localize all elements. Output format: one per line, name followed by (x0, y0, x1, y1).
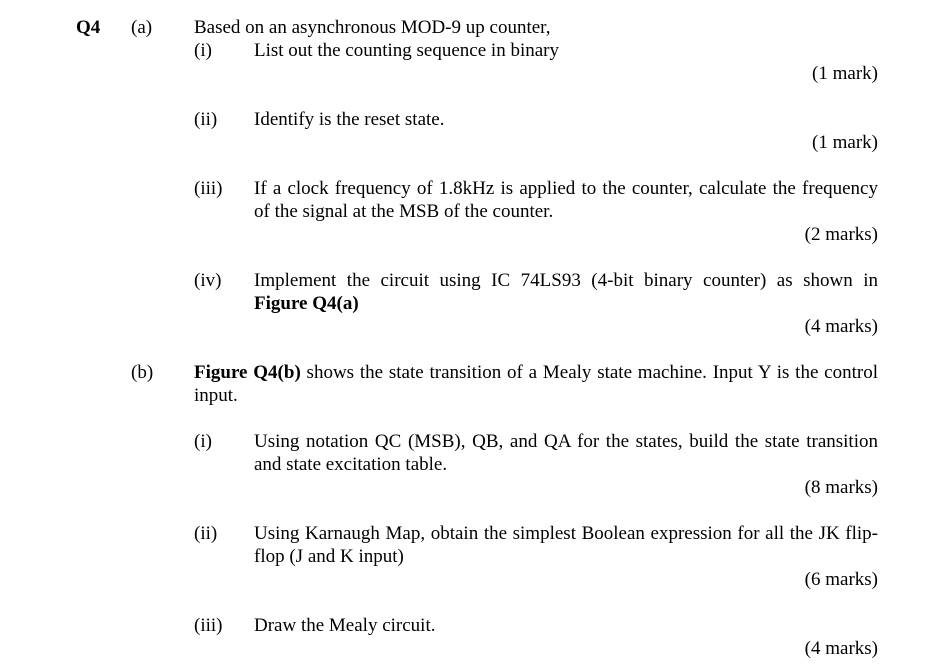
part-b-i-text: Using notation QC (MSB), QB, and QA for the states, build the state transition and state excitation table. (254, 431, 878, 475)
part-b-ii-text: Using Karnaugh Map, obtain the simplest Boolean expression for all the JK flip-flop (J and K input) (254, 523, 878, 567)
part-b-figure-ref: Figure Q4(b) (194, 362, 301, 383)
part-a-iii-label: (iii) (194, 178, 223, 199)
part-b-intro-text: shows the state transition of a Mealy state machine. Input Y is the control input. (194, 362, 878, 406)
part-a-i-marks: (1 mark) (812, 63, 878, 84)
part-a-iv-text: Implement the circuit using IC 74LS93 (4-bit binary counter) as shown in (254, 270, 878, 291)
part-b-iii-marks: (4 marks) (804, 638, 878, 659)
part-b-ii-marks: (6 marks) (804, 569, 878, 590)
part-a-ii-text: Identify is the reset state. (254, 109, 445, 130)
part-a-i-text: List out the counting sequence in binary (254, 40, 559, 61)
part-a-intro: Based on an asynchronous MOD-9 up counter, (194, 17, 551, 38)
part-b-label: (b) (131, 362, 154, 383)
part-a-ii-marks: (1 mark) (812, 132, 878, 153)
question-number: Q4 (76, 17, 101, 38)
part-b-intro (194, 361, 878, 407)
part-b-iii-label: (iii) (194, 615, 223, 636)
part-a-iii-marks: (2 marks) (804, 224, 878, 245)
part-a-iv-marks: (4 marks) (804, 316, 878, 337)
part-a-iv-label: (iv) (194, 270, 222, 291)
part-b-i-label: (i) (194, 431, 212, 452)
part-a-ii-label: (ii) (194, 109, 218, 130)
part-b-ii-label: (ii) (194, 523, 218, 544)
part-a-label: (a) (131, 17, 153, 38)
part-a-i-label: (i) (194, 40, 212, 61)
part-b-iii-text: Draw the Mealy circuit. (254, 615, 436, 636)
part-a-iv-figure-ref: Figure Q4(a) (254, 293, 359, 314)
part-b-i-marks: (8 marks) (804, 477, 878, 498)
part-a-iii-text: If a clock frequency of 1.8kHz is applied to the counter, calculate the frequency of the signal at the MSB of the counter. (254, 178, 878, 222)
